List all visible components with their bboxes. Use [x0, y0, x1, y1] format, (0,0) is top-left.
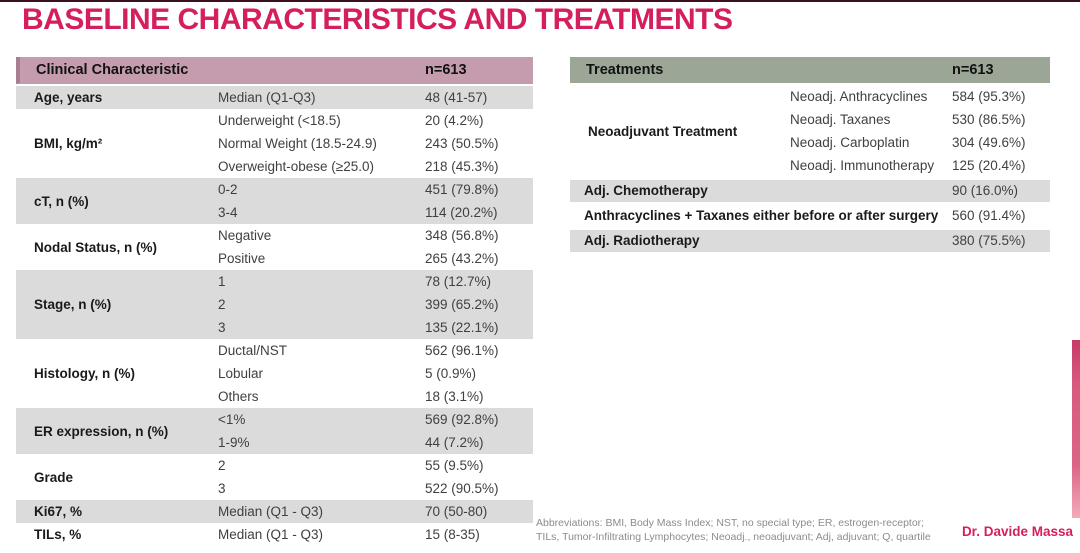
table-row	[218, 132, 533, 155]
row-value: 55 (9.5%)	[425, 458, 484, 473]
row-value: 562 (96.1%)	[425, 343, 499, 358]
group-label: Stage, n (%)	[34, 297, 112, 312]
row-value: 18 (3.1%)	[425, 389, 484, 404]
row-value: 5 (0.9%)	[425, 366, 477, 381]
table-row-adj-radiotherapy	[570, 230, 1050, 252]
clinical-header-n: n=613	[425, 62, 467, 78]
treatments-header-label: Treatments	[586, 62, 664, 78]
table-row	[790, 85, 1050, 108]
table-row	[218, 109, 533, 132]
group-label: TILs, %	[34, 527, 82, 542]
row-sublabel: Neoadj. Immunotherapy	[790, 158, 935, 173]
table-row	[218, 385, 533, 408]
group-label: Ki67, %	[34, 504, 83, 519]
slide-title: BASELINE CHARACTERISTICS AND TREATMENTS	[22, 3, 733, 36]
treatments-table-header	[570, 57, 1050, 83]
row-sublabel: Positive	[218, 251, 266, 266]
table-group-tils	[16, 523, 533, 546]
table-row-adj-chemotherapy	[570, 180, 1050, 202]
table-row	[218, 270, 533, 293]
row-sublabel: Neoadj. Taxanes	[790, 112, 891, 127]
row-sublabel: 3	[218, 481, 226, 496]
table-row	[218, 523, 533, 546]
treatments-table	[570, 57, 1050, 252]
row-sublabel: Others	[218, 389, 259, 404]
pink-ribbon-accent	[1072, 340, 1080, 518]
row-sublabel: Underweight (<18.5)	[218, 113, 341, 128]
row-sublabel: 1	[218, 274, 226, 289]
table-row	[790, 131, 1050, 154]
row-sublabel: 3	[218, 320, 226, 335]
row-label: Adj. Radiotherapy	[584, 233, 700, 248]
row-sublabel: 3-4	[218, 205, 238, 220]
row-value: 90 (16.0%)	[952, 183, 1019, 198]
row-sublabel: Normal Weight (18.5-24.9)	[218, 136, 377, 151]
row-value: 48 (41-57)	[425, 90, 488, 105]
row-value: 584 (95.3%)	[952, 89, 1026, 104]
table-group-nodal-status	[16, 224, 533, 270]
row-value: 522 (90.5%)	[425, 481, 499, 496]
row-value: 44 (7.2%)	[425, 435, 484, 450]
row-sublabel: Negative	[218, 228, 272, 243]
table-row	[218, 86, 533, 109]
group-label: ER expression, n (%)	[34, 423, 169, 439]
group-label: Age, years	[34, 90, 103, 105]
table-row	[218, 454, 533, 477]
row-value: 243 (50.5%)	[425, 136, 499, 151]
table-row	[790, 154, 1050, 177]
row-value: 399 (65.2%)	[425, 297, 499, 312]
table-row	[218, 408, 533, 431]
abbreviations-footnote	[536, 516, 966, 544]
table-group-ct	[16, 178, 533, 224]
row-value: 530 (86.5%)	[952, 112, 1026, 127]
table-row	[218, 155, 533, 178]
clinical-characteristics-table	[16, 57, 533, 546]
table-group-bmi	[16, 109, 533, 178]
table-group-er-expression	[16, 408, 533, 454]
row-sublabel: Median (Q1 - Q3)	[218, 527, 324, 542]
group-label: Histology, n (%)	[34, 366, 135, 381]
table-group-stage	[16, 270, 533, 339]
table-row	[218, 500, 533, 523]
row-value: 70 (50-80)	[425, 504, 488, 519]
row-sublabel: Median (Q1 - Q3)	[218, 504, 324, 519]
table-row	[218, 431, 533, 454]
table-row	[790, 108, 1050, 131]
group-label: cT, n (%)	[34, 193, 89, 209]
table-row	[218, 201, 533, 224]
presenter-credit: Dr. Davide Massa	[961, 524, 1073, 539]
table-row	[218, 362, 533, 385]
table-row	[218, 293, 533, 316]
row-value: 348 (56.8%)	[425, 228, 499, 243]
clinical-header-label: Clinical Characteristic	[36, 62, 189, 78]
row-sublabel: Median (Q1-Q3)	[218, 90, 316, 105]
table-row	[218, 477, 533, 500]
row-value: 304 (49.6%)	[952, 135, 1026, 150]
row-label: Anthracyclines + Taxanes either before or after surgery	[584, 208, 939, 223]
treatments-header-n: n=613	[952, 62, 994, 78]
row-sublabel: 0-2	[218, 182, 238, 197]
table-group-age	[16, 86, 533, 109]
row-label: Adj. Chemotherapy	[584, 183, 708, 198]
row-value: 135 (22.1%)	[425, 320, 499, 335]
row-sublabel: 2	[218, 297, 226, 312]
footnote-line-1: Abbreviations: BMI, Body Mass Index; NST, no special type; ER, estrogen-receptor;	[536, 517, 925, 529]
table-row	[218, 339, 533, 362]
group-label: Nodal Status, n (%)	[34, 239, 158, 255]
row-value: 451 (79.8%)	[425, 182, 499, 197]
table-row	[218, 178, 533, 201]
table-group-neoadjuvant	[570, 85, 1050, 177]
row-value: 78 (12.7%)	[425, 274, 492, 289]
row-value: 265 (43.2%)	[425, 251, 499, 266]
row-value: 125 (20.4%)	[952, 158, 1026, 173]
table-row-anthracyclines-taxanes	[570, 205, 1050, 227]
row-sublabel: Lobular	[218, 366, 264, 381]
row-sublabel: Ductal/NST	[218, 343, 288, 358]
table-row	[218, 316, 533, 339]
table-row	[218, 224, 533, 247]
row-value: 218 (45.3%)	[425, 159, 499, 174]
row-sublabel: Neoadj. Carboplatin	[790, 135, 910, 150]
row-sublabel: Overweight-obese (≥25.0)	[218, 159, 374, 174]
row-value: 380 (75.5%)	[952, 233, 1026, 248]
table-group-histology	[16, 339, 533, 408]
clinical-table-header	[16, 57, 533, 84]
footnote-line-2: TILs, Tumor-Infiltrating Lymphocytes; Neoadj., neoadjuvant; Adj, adjuvant; Q, quartile	[536, 531, 931, 544]
group-label: Neoadjuvant Treatment	[588, 123, 738, 139]
table-row	[218, 247, 533, 270]
top-border-strip	[0, 0, 1080, 2]
row-sublabel: 2	[218, 458, 226, 473]
row-sublabel: <1%	[218, 412, 246, 427]
group-label: Grade	[34, 469, 74, 485]
row-value: 114 (20.2%)	[425, 205, 498, 220]
table-group-grade	[16, 454, 533, 500]
row-value: 20 (4.2%)	[425, 113, 484, 128]
row-value: 15 (8-35)	[425, 527, 480, 542]
group-label: BMI, kg/m²	[34, 136, 103, 151]
row-value: 560 (91.4%)	[952, 208, 1026, 223]
row-sublabel: Neoadj. Anthracyclines	[790, 89, 928, 104]
table-group-ki67	[16, 500, 533, 523]
row-value: 569 (92.8%)	[425, 412, 499, 427]
row-sublabel: 1-9%	[218, 435, 250, 450]
